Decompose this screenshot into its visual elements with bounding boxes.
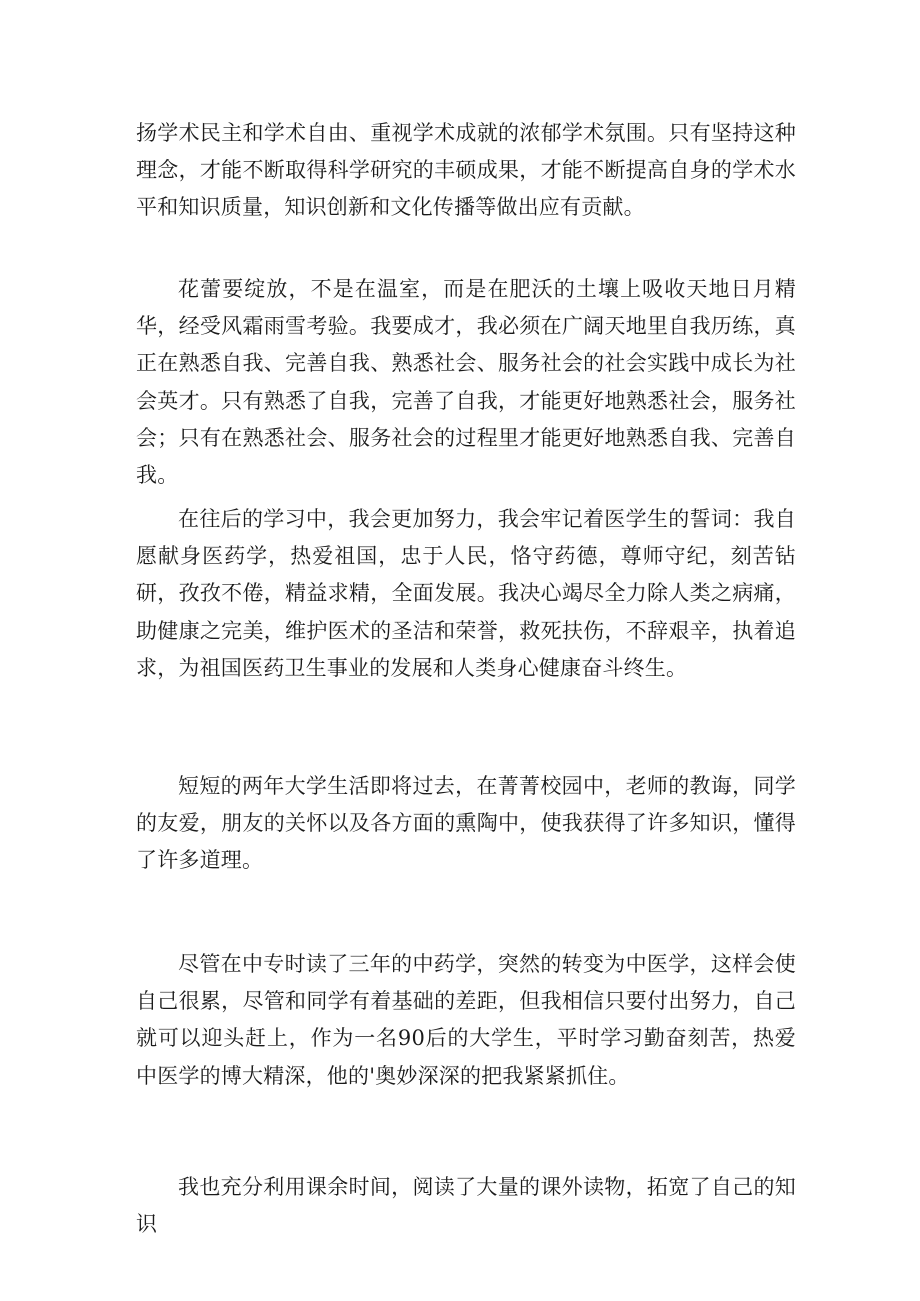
paragraph-extra-reading: 我也充分利用课余时间，阅读了大量的课外读物，拓宽了自己的知识: [136, 1175, 796, 1237]
paragraph-medical-oath: 在往后的学习中，我会更加努力，我会牢记着医学生的誓词：我自愿献身医药学，热爱祖国，忠于人民，恪守药德，尊师守纪，刻苦钻研，孜孜不倦，精益求精，全面发展。我决心竭尽全力除人类之病痛，助健康之完美，维护医术的圣洁和荣誉，救死扶伤，不辞艰辛，执着追求，为祖国医药卫生事业的发展和人类身心健康奋斗终生。: [136, 507, 796, 680]
paragraph-flower-bud: 花蕾要绽放，不是在温室，而是在肥沃的土壤上吸收天地日月精华，经受风霜雨雪考验。我要成才，我必须在广阔天地里自我历练，真正在熟悉自我、完善自我、熟悉社会、服务社会的社会实践中成长为社会英才。只有熟悉了自我，完善了自我，才能更好地熟悉社会，服务社会；只有在熟悉社会、服务社会的过程里才能更好地熟悉自我、完善自我。: [136, 277, 796, 488]
paragraph-two-years: 短短的两年大学生活即将过去，在菁菁校园中，老师的教诲，同学的友爱，朋友的关怀以及各方面的熏陶中，使我获得了许多知识，懂得了许多道理。: [136, 774, 796, 873]
paragraph-chinese-medicine: 尽管在中专时读了三年的中药学，突然的转变为中医学，这样会使自己很累，尽管和同学有着基础的差距，但我相信只要付出努力，自己就可以迎头赶上，作为一名90后的大学生，平时学习勤奋刻苦，热爱中医学的博大精深，他的'奥妙深深的把我紧紧抓住。: [136, 952, 796, 1088]
paragraph-continuation: 扬学术民主和学术自由、重视学术成就的浓郁学术氛围。只有坚持这种理念，才能不断取得科学研究的丰硕成果，才能不断提高自身的学术水平和知识质量，知识创新和文化传播等做出应有贡献。: [136, 121, 796, 220]
